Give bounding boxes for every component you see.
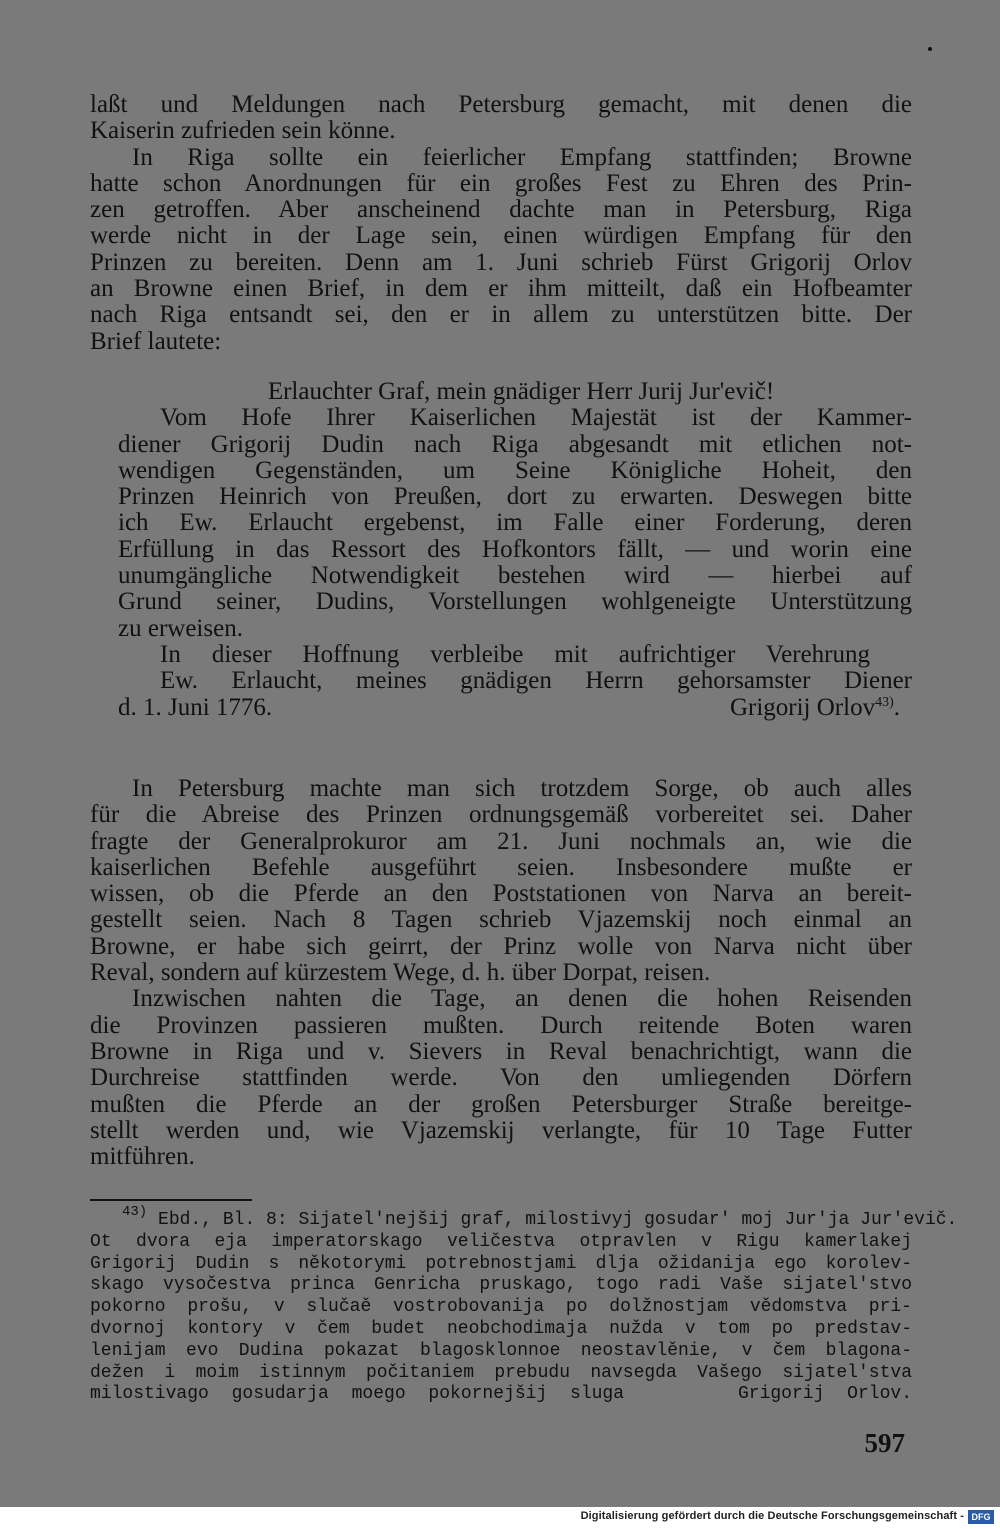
dfg-logo-icon[interactable]: DFG xyxy=(968,1510,994,1524)
text-line: die Provinzen passieren mußten. Durch reitende Boten waren xyxy=(90,1011,912,1039)
text-line: zen getroffen. Aber anscheinend dachte man in Petersburg, Riga xyxy=(90,196,912,224)
body-text-top xyxy=(90,92,912,355)
page-number: 597 xyxy=(864,1428,905,1458)
date-signature-row xyxy=(90,695,912,721)
letter-closing: In dieser Hoffnung verbleibe mit aufrichtiger Verehrung xyxy=(160,640,870,668)
text-line: zu erweisen. xyxy=(118,614,243,642)
letter-closing: Ew. Erlaucht, meines gnädigen Herrn gehorsamster Diener xyxy=(160,667,912,695)
text-line: für die Abreise des Prinzen ordnungsgemäß vorbereitet sei. Daher xyxy=(90,801,912,829)
text-line: an Browne einen Brief, in dem er ihm mitteilt, daß ein Hofbeamter xyxy=(90,275,912,303)
text-line: diener Grigorij Dudin nach Riga abgesandt mit etlichen not- xyxy=(118,430,912,458)
body-text-bottom xyxy=(90,776,912,1170)
text-line: mitführen. xyxy=(90,1143,195,1171)
text-line: nach Riga entsandt sei, den er in allem zu unterstützen bitte. Der xyxy=(90,301,912,329)
text-line: Reval, sondern auf kürzestem Wege, d. h. über Dorpat, reisen. xyxy=(90,959,711,987)
text-line: ich Ew. Erlaucht ergebenst, im Falle einer Forderung, deren xyxy=(118,509,912,537)
text-line: Browne in Riga und v. Sievers in Reval benachrichtigt, wann die xyxy=(90,1037,912,1065)
quoted-letter xyxy=(90,379,912,721)
text-line: Brief lautete: xyxy=(90,327,222,355)
footnote-line xyxy=(90,1204,958,1232)
footnote-marker: 43) xyxy=(122,1204,148,1220)
footnote-line: dvornoj kontory v čem budet neobchodimaja nužda v tom po predstav- xyxy=(90,1318,912,1339)
letter-signature: Grigorij Orlov xyxy=(729,693,876,721)
text-line: unumgängliche Notwendigkeit bestehen wird — hierbei auf xyxy=(118,562,912,590)
text-line: werde nicht in der Lage sein, einen würdigen Empfang für den xyxy=(90,222,912,250)
footnote-line: lenijam evo Dudina pokazat blagosklonnoe neostavlěnie, v čem blagona- xyxy=(90,1340,912,1361)
footnote-line: dežen i moim istinnym počitaniem prebudu navsegda Vašego sijatel'stva xyxy=(90,1362,912,1383)
text-line: Prinzen zu bereiten. Denn am 1. Juni schrieb Fürst Grigorij Orlov xyxy=(90,248,912,276)
footnote-line: milostivago gosudarja moego pokornejšij sluga Grigorij Orlov. xyxy=(90,1384,912,1405)
text-line: Vom Hofe Ihrer Kaiserlichen Majestät ist der Kammer- xyxy=(160,404,912,432)
text-line: wendigen Gegenständen, um Seine Königliche Hoheit, den xyxy=(118,456,912,484)
letter-salutation: Erlauchter Graf, mein gnädiger Herr Jurij Jur'evič! xyxy=(267,378,775,405)
text-line: wissen, ob die Pferde an den Poststationen von Narva an bereit- xyxy=(90,880,912,908)
text-line: In Petersburg machte man sich trotzdem Sorge, ob auch alles xyxy=(132,775,912,802)
letter-signature-wrap: Grigorij Orlov$^{43)}$. xyxy=(729,693,900,721)
footnote-line: Grigorij Dudin s někotorymi potrebnostjami dlja ožidanija ego korolev- xyxy=(90,1253,912,1274)
text-line: laßt und Meldungen nach Petersburg gemacht, mit denen die xyxy=(90,91,912,118)
footnote-line: pokorno prošu, v slučaě vostrobovanija po dolžnostjam vědomstva pri- xyxy=(90,1297,912,1318)
text-line: Prinzen Heinrich von Preußen, dort zu erwarten. Deswegen bitte xyxy=(118,483,912,511)
footnote-rule xyxy=(90,1199,252,1201)
text-line: gestellt seien. Nach 8 Tagen schrieb Vjazemskij noch einmal an xyxy=(90,906,912,934)
footnote-line: skago vysočestva princa Genricha pruskago, togo radi Vaše sijatel'stvo xyxy=(90,1275,912,1296)
text-line: Erfüllung in das Ressort des Hofkontors fällt, — und worin eine xyxy=(118,535,912,563)
footnote xyxy=(90,1204,958,1406)
text-line: mußten die Pferde an der großen Petersburger Straße bereitge- xyxy=(90,1090,912,1118)
text-line: Browne, er habe sich geirrt, der Prinz wolle von Narva nicht über xyxy=(90,932,912,960)
text-line: In Riga sollte ein feierlicher Empfang stattfinden; Browne xyxy=(132,143,912,171)
footnote-line: Ot dvora eja imperatorskago veličestva otpravlen v Rigu kamerlakej xyxy=(90,1231,912,1252)
text-line: Grund seiner, Dudins, Vorstellungen wohlgeneigte Unterstützung xyxy=(118,588,912,616)
text-line: stellt werden und, wie Vjazemskij verlangte, für 10 Tage Futter xyxy=(90,1116,912,1144)
letter-date: d. 1. Juni 1776. xyxy=(118,693,273,721)
funding-notice: Digitalisierung gefördert durch die Deutsche Forschungsgemeinschaft - xyxy=(580,1510,964,1522)
text-line: hatte schon Anordnungen für ein großes Fest zu Ehren des Prin- xyxy=(90,169,912,197)
text-line: Durchreise stattfinden werde. Von den umliegenden Dörfern xyxy=(90,1064,912,1092)
text-line: Kaiserin zufrieden sein könne. xyxy=(90,117,396,145)
text-line: Inzwischen nahten die Tage, an denen die hohen Reisenden xyxy=(132,985,912,1013)
text-line: fragte der Generalprokuror am 21. Juni nochmals an, wie die xyxy=(90,827,912,855)
text-line: kaiserlichen Befehle ausgeführt seien. Insbesondere mußte er xyxy=(90,853,912,881)
scan-speck xyxy=(928,47,932,51)
footnote-ref: 43) xyxy=(875,694,894,710)
footnote-text: Ebd., Bl. 8: Sijatel'nejšij graf, milostivyj gosudar' moj Jur'ja Jur'evič. xyxy=(158,1210,958,1230)
